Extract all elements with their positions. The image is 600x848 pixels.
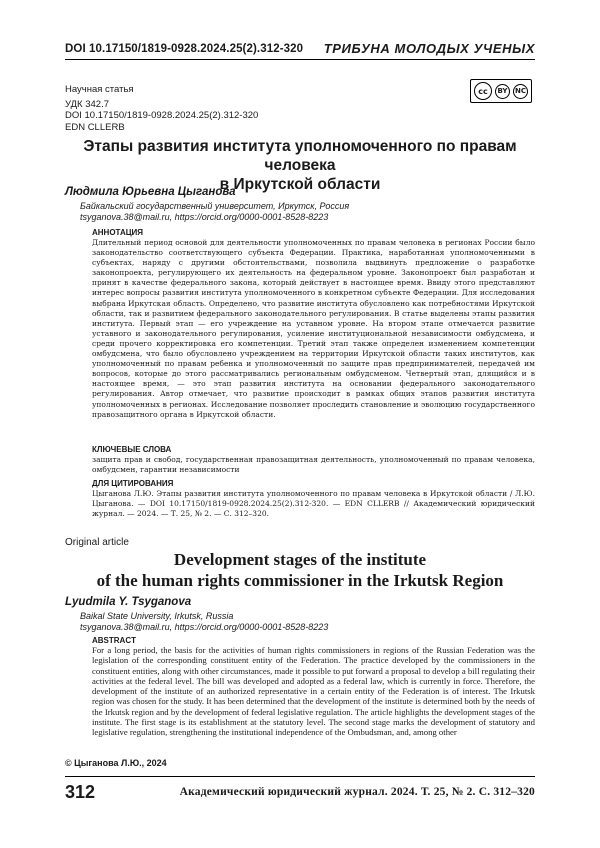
contacts-ru: tsyganova.38@mail.ru, https://orcid.org/0000-0001-8528-8223 (80, 212, 329, 222)
affiliation-ru-text: Байкальский государственный университет, Иркутск, Россия (80, 201, 350, 211)
article-doi: DOI 10.17150/1819-0928.2024.25(2).312-320 (65, 110, 259, 121)
abstract-en-heading: ABSTRACT (92, 636, 136, 645)
author-ru: Людмила Юрьевна Цыганова (65, 186, 236, 198)
title-ru-line-2: в Иркутской области (219, 176, 381, 193)
cc-license-badge (470, 79, 532, 103)
title-en-line-2: of the human rights commissioner in the Irkutsk Region (96, 571, 504, 590)
running-header (65, 40, 535, 60)
title-ru-line-1: Этапы развития института уполномоченного по правам человека (83, 138, 517, 174)
keywords-ru-heading: КЛЮЧЕВЫЕ СЛОВА (92, 445, 172, 454)
affiliation-ru (80, 201, 349, 223)
header-journal-section: ТРИБУНА МОЛОДЫХ УЧЕНЫХ (323, 41, 535, 56)
abstract-en-text: For a long period, the basis for the activities of human rights commissioners in regions of the Russian Federation was the legislation of the corresponding constituent entity of the Federation. The practice developed by the commissioners in the constituent entities, along with other circumstances, made it possible to put forward a proposal to develop a bill regulating their activities at the federal level. The bill was developed and adopted as a federal law, which is currently in force. Therefore, the development of the institute of an authorized representative in a certain entity of the Federation is of interest. The Irkutsk region was chosen for the study. It has been determined that the development of the institute is determined both by the needs of the Irkutsk region and by the development of federal legislative regulation. The article highlights the development stages of the institute. The first stage is its establishment at the statutory level. The second stage marks the development of statutory and legislative regulation, strengthening the institutional independence of the Ombudsman, and, among other (92, 645, 535, 738)
citation-ru-heading: ДЛЯ ЦИТИРОВАНИЯ (92, 479, 174, 488)
abstract-ru-heading: АННОТАЦИЯ (92, 228, 144, 237)
title-en (65, 549, 535, 591)
udk: УДК 342.7 (65, 98, 109, 110)
nc-icon: NC (513, 84, 528, 99)
article-type: Научная статья (65, 84, 134, 95)
copyright: © Цыганова Л.Ю., 2024 (65, 758, 167, 768)
page-footer (65, 776, 535, 803)
title-en-line-1: Development stages of the institute (173, 550, 427, 569)
footer-journal: Академический юридический журнал. 2024. Т. 25, № 2. С. 312–320 (179, 786, 535, 798)
abstract-ru-text: Длительный период основой для деятельности уполномоченных по правам человека в регионах России было законодательство соответствующего субъекта Федерации. Практика, наработанная уполномоченными в субъектах, наряду с другими обстоятельствами, позволила выдвинуть предложение о разработке законопроекта, регулирующего их деятельность на федеральном уровне. Законопроект был разработан и принят в качестве федерального закона, который действует в настоящее время. Ввиду этого представляют интерес вопросы развития института уполномоченного в конкретном субъекте Федерации. Для исследования выбрана Иркутская область. Определено, что развитие института обусловлено как потребностями Иркутской области, так и развитием федерального законодательного регулирования. В статье выделены этапы развития института. Первый этап — его учреждение на уставном уровне. На втором этапе отмечается развитие уставного и законодательного регулирования, усиление институциональной независимости омбудсмена, и среди прочего корректировка его компетенции. Третий этап также определен изменением компетенции омбудсмена, что было обусловлено учреждением на территории Иркутской области таких институтов, как уполномоченный по правам ребенка и уполномоченный по защите прав предпринимателей, передачей им вопросов, которые до этого рассматривались региональным омбудсменом. Четвертый этап, длящийся и в настоящее время, — это этап развития института на основании федерального законодательного регулирования. Автор отмечает, что развитие происходит в рамках общих этапов развития института уполномоченных в регионах. Исследование позволяет проследить становление и эволюцию государственного правозащитного органа в Иркутской области. (92, 238, 535, 419)
header-rule (65, 59, 535, 60)
article-meta (65, 84, 258, 133)
affiliation-en (80, 611, 328, 633)
cc-icon: cc (474, 82, 492, 100)
original-article-label: Original article (65, 537, 129, 548)
header-doi: DOI 10.17150/1819-0928.2024.25(2).312-320 (65, 43, 304, 55)
by-icon: BY (495, 84, 510, 99)
contacts-en: tsyganova.38@mail.ru, https://orcid.org/0000-0001-8528-8223 (80, 622, 329, 632)
affiliation-en-text: Baikal State University, Irkutsk, Russia (80, 611, 234, 621)
author-en: Lyudmila Y. Tsyganova (65, 596, 192, 608)
article-edn: EDN CLLERB (65, 121, 125, 133)
citation-ru-text: Цыганова Л.Ю. Этапы развития института уполномоченного по правам человека в Иркутской области / Л.Ю. Цыганова. — DOI 10.17150/1819-0928.2024.25(2).312-320. — EDN CLLERB // Академический юридический журнал. — 2024. — Т. 25, № 2. — С. 312–320. (92, 489, 535, 519)
keywords-ru-text: защита прав и свобод, государственная правозащитная деятельность, уполномоченный по правам человека, омбудсмен, гарантии независимости (92, 455, 535, 475)
page-number: 312 (65, 782, 96, 802)
